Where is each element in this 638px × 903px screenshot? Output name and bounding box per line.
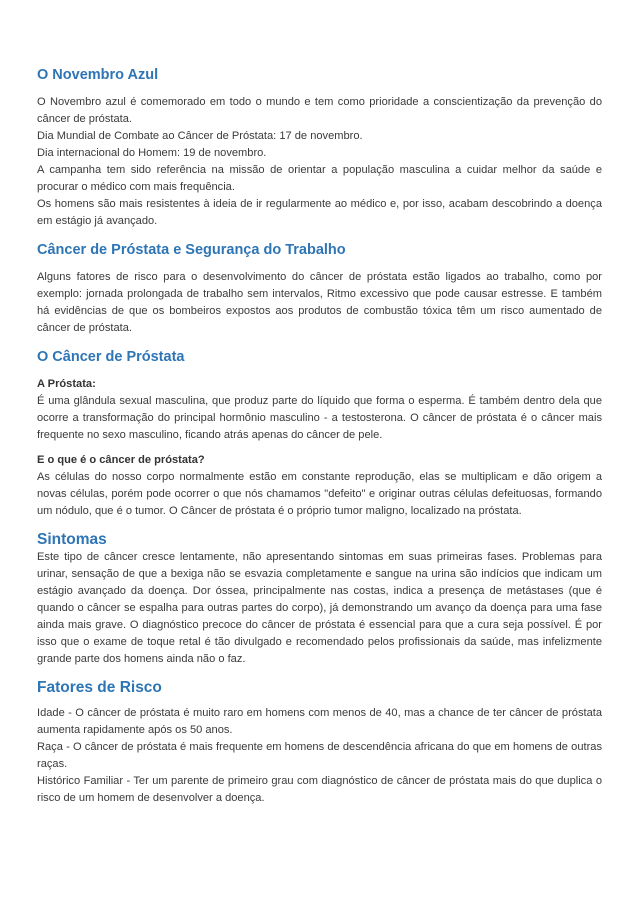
paragraph-sintomas: Este tipo de câncer cresce lentamente, não apresentando sintomas em suas primeiras fases. Problemas para urinar, sensação de que a bexiga não se esvazia completamente e sangue na urina são indícios que indicam um estágio avançado da doença. Dor óssea, principalmente nas costas, indica a presença de metástases (que é quando o câncer se espalha para outras partes do corpo), já demonstrando um avanço da doença para uma fase ainda mais grave. O diagnóstico precoce do câncer de próstata é essencial para que a cura seja possível. É por isso que o exame de toque retal é tão divulgado e recomendado pelos profissionais da saúde, mas infelizmente grande parte dos homens ainda não o faz. [37, 551, 602, 665]
heading-seguranca-trabalho: Câncer de Próstata e Segurança do Trabalho [37, 242, 346, 258]
heading-novembro-azul: O Novembro Azul [37, 67, 159, 83]
text-line: A campanha tem sido referência na missão de orientar a população masculina a cuidar melhor da saúde e procurar o médico com mais frequência. [37, 164, 602, 193]
text-line: Dia internacional do Homem: 19 de novembro. [37, 147, 267, 159]
text-line: Os homens são mais resistentes à ideia de ir regularmente ao médico e, por isso, acabam descobrindo a doença em estágio já avançado. [37, 198, 602, 227]
heading-sintomas: Sintomas [37, 531, 107, 548]
text-line: Raça - O câncer de próstata é mais frequente em homens de descendência africana do que em homens de outras raças. [37, 741, 602, 770]
text-line: Histórico Familiar - Ter um parente de primeiro grau com diagnóstico de câncer de próstata mais do que duplica o risco de um homem de desenvolver a doença. [37, 775, 602, 804]
document-page [37, 66, 602, 807]
paragraph-seguranca-trabalho: Alguns fatores de risco para o desenvolvimento do câncer de próstata estão ligados ao trabalho, como por exemplo: jornada prolongada de trabalho sem intervalos, Ritmo excessivo que pode causar estresse. E também há evidências de que os bombeiros expostos aos produtos de combustão tóxica têm um risco aumentado de câncer de próstata. [37, 271, 602, 334]
text-line: Dia Mundial de Combate ao Câncer de Próstata: 17 de novembro. [37, 130, 363, 142]
heading-cancer-prostata: O Câncer de Próstata [37, 349, 185, 365]
text-line: O Novembro azul é comemorado em todo o mundo e tem como prioridade a conscientização da prevenção do câncer de próstata. [37, 96, 602, 125]
paragraph-novembro-azul [37, 94, 602, 230]
paragraph-o-que-e: As células do nosso corpo normalmente estão em constante reprodução, elas se multiplicam e dão origem a novas células, porém pode ocorrer o que nós chamamos "defeito" e originar outras células defeituosas, formando um nódulo, que é o tumor. O Câncer de próstata é o próprio tumor maligno, localizado na próstata. [37, 471, 602, 517]
paragraph-a-prostata: É uma glândula sexual masculina, que produz parte do líquido que forma o esperma. É também dentro dela que ocorre a transformação do principal hormônio masculino - a testosterona. O câncer de próstata é o câncer mais frequente no sexo masculino, ficando atrás apenas do câncer de pele. [37, 395, 602, 441]
subheading-a-prostata: A Próstata: [37, 378, 96, 390]
heading-fatores-risco: Fatores de Risco [37, 679, 162, 696]
text-line: Idade - O câncer de próstata é muito raro em homens com menos de 40, mas a chance de ter câncer de próstata aumenta rapidamente após os 50 anos. [37, 707, 602, 736]
subheading-o-que-e: E o que é o câncer de próstata? [37, 454, 205, 466]
paragraph-fatores-risco [37, 705, 602, 807]
